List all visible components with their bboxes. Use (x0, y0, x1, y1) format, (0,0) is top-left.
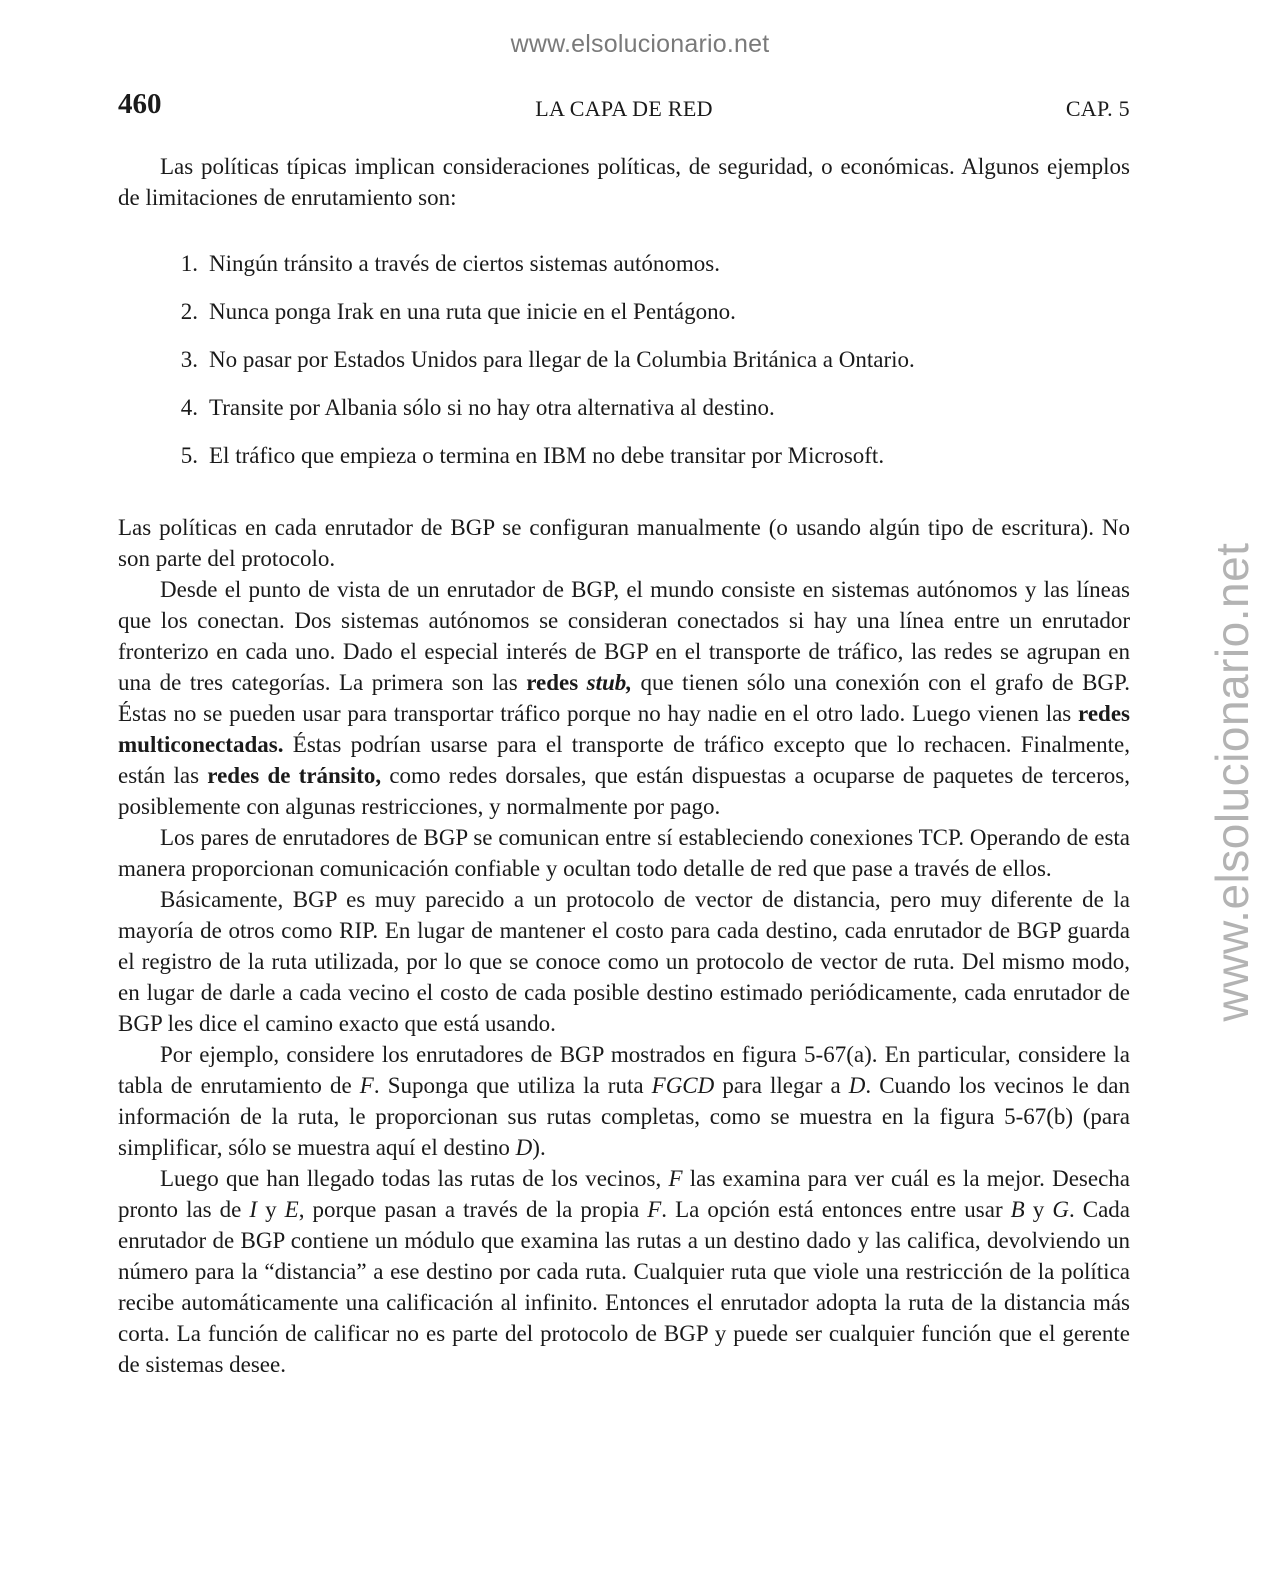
list-item (118, 345, 1130, 375)
list-number: 2. (180, 299, 198, 324)
list-text: No pasar por Estados Unidos para llegar de la Columbia Británica a Ontario. (209, 347, 915, 372)
list-number: 4. (180, 395, 198, 420)
watermark-url-top: www.elsolucionario.net (510, 30, 770, 58)
list-number: 5. (180, 443, 198, 468)
paragraph-path-vector: Básicamente, BGP es muy parecido a un protocolo de vector de distancia, pero muy diferente de la mayoría de otros como RIP. En lugar de mantener el costo para cada destino, cada enrutador de BGP guarda el registro de la ruta utilizada, por lo que se conoce como un protocolo de vector de ruta. Del mismo modo, en lugar de darle a cada vecino el costo de cada posible destino estimado periódicamente, cada enrutador de BGP les dice el camino exacto que está usando. (118, 887, 1130, 1036)
list-item (118, 393, 1130, 423)
list-number: 1. (180, 251, 198, 276)
term-transit-networks: redes de tránsito, (207, 763, 382, 788)
page-number: 460 (118, 88, 162, 120)
list-item (118, 249, 1130, 279)
paragraph-network-categories: Desde el punto de vista de un enrutador de BGP, el mundo consiste en sistemas autónomos y las líneas que los conectan. Dos sistemas autónomos se consideran conectados si hay una línea entre un enrutador fronterizo en cada uno. Dado el especial interés de BGP en el transporte de tráfico, las redes se agrupan en una de tres categorías. La primera son las redes stub, que tienen sólo una conexión con el grafo de BGP. Éstas no se pueden usar para transportar tráfico porque no hay nadie en el otro lado. Luego vienen las redes multiconectadas. Éstas podrían usarse para el transporte de tráfico excepto que lo rechacen. Finalmente, están las redes de tránsito, como redes dorsales, que están dispuestas a ocuparse de paquetes de terceros, posiblemente con algunas restricciones, y normalmente por pago. (118, 577, 1131, 819)
page-body (118, 151, 1130, 1380)
list-item (118, 297, 1130, 327)
term-stub-networks: redes stub, (526, 670, 633, 695)
term-multiconnected-networks: redes multiconectadas. (118, 701, 1130, 757)
chapter-title: LA CAPA DE RED (535, 96, 713, 121)
list-text: Ningún tránsito a través de ciertos sistemas autónomos. (209, 251, 721, 276)
intro-paragraph: Las políticas típicas implican consideraciones políticas, de seguridad, o económicas. Algunos ejemplos de limitaciones de enrutamiento son: (118, 154, 1130, 210)
running-header (118, 88, 1130, 124)
watermark-url-side: www.elsolucionario.net (1206, 542, 1258, 1022)
paragraph-route-selection: Luego que han llegado todas las rutas de los vecinos, F las examina para ver cuál es la mejor. Desecha pronto las de I y E, porque pasan a través de la propia F. La opción está entonces entre usar B y G. Cada enrutador de BGP contiene un módulo que examina las rutas a un destino dado y las califica, devolviendo un número para la “distancia” a ese destino por cada ruta. Cualquier ruta que viole una restricción de la política recibe automáticamente una calificación al infinito. Entonces el enrutador adopta la ruta de la distancia más corta. La función de calificar no es parte del protocolo de BGP y puede ser cualquier función que el gerente de sistemas desee. (118, 1166, 1130, 1377)
routing-restrictions-list (118, 249, 1130, 471)
chapter-label: CAP. 5 (1065, 96, 1130, 121)
list-text: Nunca ponga Irak en una ruta que inicie en el Pentágono. (209, 299, 736, 324)
paragraph-policies: Las políticas en cada enrutador de BGP se configuran manualmente (o usando algún tipo de escritura). No son parte del protocolo. (118, 515, 1130, 571)
paragraph-example: Por ejemplo, considere los enrutadores de BGP mostrados en figura 5-67(a). En particular, considere la tabla de enrutamiento de F. Suponga que utiliza la ruta FGCD para llegar a D. Cuando los vecinos le dan información de la ruta, le proporcionan sus rutas completas, como se muestra en la figura 5-67(b) (para simplificar, sólo se muestra aquí el destino D). (118, 1042, 1130, 1160)
list-text: Transite por Albania sólo si no hay otra alternativa al destino. (209, 395, 775, 420)
list-item (118, 441, 1130, 471)
list-text: El tráfico que empieza o termina en IBM no debe transitar por Microsoft. (209, 443, 885, 468)
paragraph-tcp-connections: Los pares de enrutadores de BGP se comunican entre sí estableciendo conexiones TCP. Operando de esta manera proporcionan comunicación confiable y ocultan todo detalle de red que pase a través de ellos. (118, 825, 1130, 881)
list-number: 3. (180, 347, 198, 372)
